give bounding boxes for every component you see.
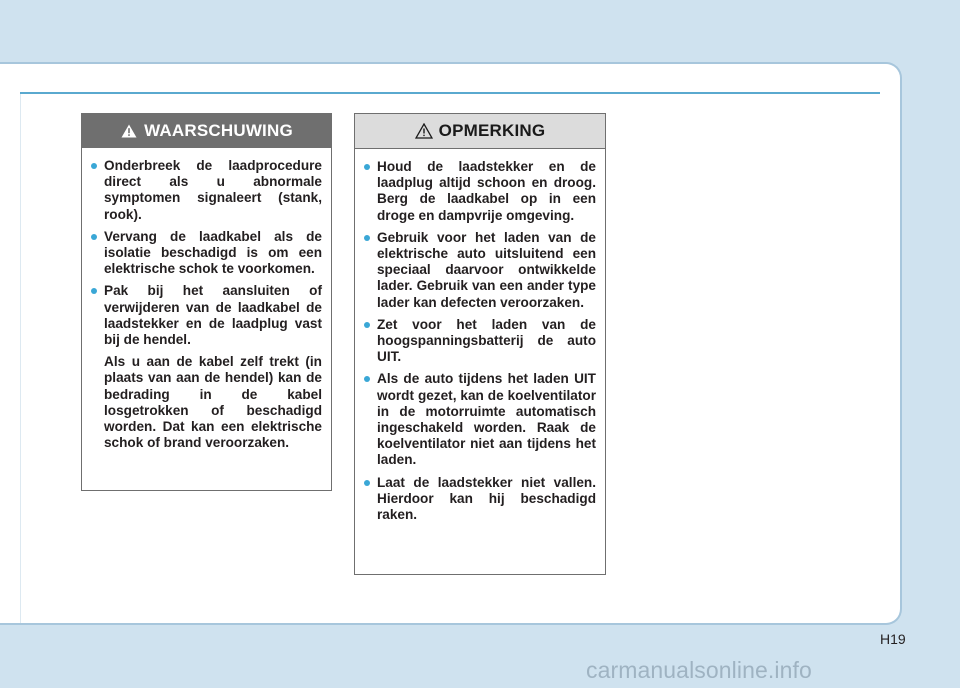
bullet-icon [364, 480, 370, 486]
list-item: Als de auto tijdens het laden UIT wordt gezet, kan de koelventilator in de motorruimte automatisch ingeschakeld worden. Raak de koelventilator niet aan tijdens het laden. [364, 371, 596, 468]
list-item: Pak bij het aansluiten of verwijderen van de laadkabel de laadstekker en de laadplug vast bij de hendel. [91, 283, 322, 348]
warning-body [82, 148, 331, 459]
list-item: Gebruik voor het laden van de elektrische auto uitsluitend een speciaal daarvoor ontwikkelde lader. Gebruik van een ander type lader kan defecten veroorzaken. [364, 230, 596, 311]
warning-triangle-icon [120, 123, 138, 139]
list-item: Houd de laadstekker en de laadplug altijd schoon en droog. Berg de laadkabel op in een droge en dampvrije omgeving. [364, 159, 596, 224]
margin-rule [20, 94, 21, 623]
warning-title: WAARSCHUWING [144, 121, 293, 140]
header-rule [20, 92, 880, 94]
warning-box [81, 113, 332, 491]
warning-header [82, 114, 331, 148]
bullet-icon [91, 163, 97, 169]
caution-triangle-icon [415, 123, 433, 139]
list-item: Zet voor het laden van de hoogspanningsbatterij de auto UIT. [364, 317, 596, 366]
bullet-icon [364, 164, 370, 170]
bullet-icon [364, 322, 370, 328]
bullet-icon [91, 234, 97, 240]
list-item: Onderbreek de laadprocedure direct als u abnormale symptomen signaleert (stank, rook). [91, 158, 322, 223]
note-body [355, 149, 605, 537]
note-title: OPMERKING [438, 121, 546, 140]
warning-paragraph: Als u aan de kabel zelf trekt (in plaats van aan de hendel) kan de bedrading in de kabel losgetrokken of beschadigd worden. Dat kan een elektrische schok of brand veroorzaken. [104, 354, 322, 451]
bullet-icon [364, 376, 370, 382]
manual-page [0, 62, 902, 625]
bullet-icon [364, 235, 370, 241]
bullet-icon [91, 288, 97, 294]
list-item: Laat de laadstekker niet vallen. Hierdoor kan hij beschadigd raken. [364, 475, 596, 524]
note-header [355, 114, 605, 149]
note-box [354, 113, 606, 575]
page-number: H19 [880, 631, 906, 647]
list-item: Vervang de laadkabel als de isolatie beschadigd is om een elektrische schok te voorkomen. [91, 229, 322, 278]
watermark[interactable]: carmanualsonline.info [586, 657, 812, 683]
